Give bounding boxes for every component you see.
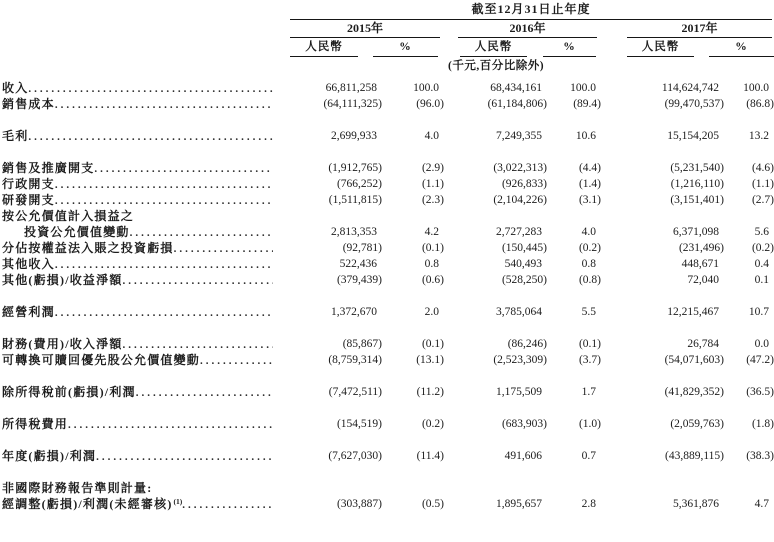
table-header	[0, 2, 774, 74]
value-2015-pct: (2.9)	[421, 162, 444, 174]
row-label: 收入	[2, 81, 29, 95]
value-2017-pct: (2.7)	[751, 194, 774, 206]
value-2017-pct: 5.6	[754, 226, 769, 238]
row-label: 其他收入	[2, 257, 55, 271]
value-2016-pct: (0.2)	[578, 242, 601, 254]
row-label-cell	[0, 496, 290, 512]
table-row	[0, 336, 774, 352]
value-2015-rmb: (8,759,314)	[328, 354, 382, 366]
leader-dots	[130, 225, 273, 240]
value-2015-pct: 0.8	[424, 258, 439, 270]
value-2015-rmb: (379,439)	[336, 274, 382, 286]
value-2015-pct: (0.1)	[421, 338, 444, 350]
value-2016-rmb: (61,184,806)	[487, 98, 547, 110]
row-label: 按公允價值計入損益之	[2, 209, 135, 223]
value-2016-pct: 2.8	[581, 498, 596, 510]
value-2015-rmb: (766,252)	[336, 178, 382, 190]
value-2016-rmb: 540,493	[504, 258, 542, 270]
value-2015-rmb	[290, 480, 382, 496]
value-2016-rmb: (3,022,313)	[493, 162, 547, 174]
currency-header-2015: 人民幣	[290, 41, 358, 57]
value-2016-rmb: 68,434,161	[490, 82, 542, 94]
value-2016-rmb: 7,249,355	[496, 130, 542, 142]
row-label: 分佔按權益法入賬之投資虧損	[2, 241, 174, 255]
value-2015-rmb: (154,519)	[336, 418, 382, 430]
table-row	[0, 208, 774, 224]
value-2017-rmb: 5,361,876	[673, 498, 719, 510]
subcolumn-header-row	[290, 41, 774, 57]
value-2015-pct: (0.2)	[421, 418, 444, 430]
row-label: 非國際財務報告準則計量:	[2, 481, 153, 495]
leader-dots	[96, 449, 273, 464]
value-2016-rmb: 1,175,509	[496, 386, 542, 398]
value-2016-rmb: 2,727,283	[496, 226, 542, 238]
value-2017-rmb: 114,624,742	[661, 82, 719, 94]
leader-dots	[28, 129, 273, 144]
row-label: 年度(虧損)/利潤	[2, 449, 97, 463]
value-2017-rmb: (1,216,110)	[670, 178, 724, 190]
table-row	[0, 128, 774, 144]
period-header: 截至12月31日止年度	[471, 2, 591, 16]
value-2016-pct: (1.0)	[578, 418, 601, 430]
leader-dots	[55, 177, 273, 192]
value-2017-rmb: (99,470,537)	[664, 98, 724, 110]
row-label: 除所得稅前(虧損)/利潤	[2, 385, 136, 399]
percent-header-2015: %	[373, 41, 438, 57]
value-2016-pct: 100.0	[570, 82, 596, 94]
row-label: 銷售及推廣開支	[2, 161, 95, 175]
row-label-cell	[0, 352, 290, 368]
value-2017-pct: (4.6)	[751, 162, 774, 174]
value-2017-pct: (38.3)	[746, 450, 774, 462]
row-label: 銷售成本	[2, 97, 55, 111]
percent-header-2017: %	[709, 41, 774, 57]
value-2016-pct: (4.4)	[578, 162, 601, 174]
value-2017-rmb: (231,496)	[678, 242, 724, 254]
value-2015-rmb: (92,781)	[342, 242, 382, 254]
value-2015-rmb: 66,811,258	[325, 82, 377, 94]
value-2015-pct: (0.1)	[421, 242, 444, 254]
row-label: 財務(費用)/收入淨額	[2, 337, 123, 351]
value-2017-pct	[724, 208, 774, 224]
value-2016-rmb: (150,445)	[501, 242, 547, 254]
row-label-cell	[0, 304, 290, 320]
value-2017-pct: (1.8)	[751, 418, 774, 430]
unit-note-row	[290, 59, 774, 74]
value-2017-rmb: (5,231,540)	[670, 162, 724, 174]
value-2016-rmb: (926,833)	[501, 178, 547, 190]
leader-dots	[94, 161, 273, 176]
table-row	[0, 224, 774, 240]
leader-dots	[174, 241, 273, 256]
table-row	[0, 384, 774, 400]
leader-dots	[55, 97, 273, 112]
value-2015-rmb: 522,436	[339, 258, 377, 270]
value-2015-rmb: (7,627,030)	[328, 450, 382, 462]
value-2015-pct: (0.6)	[421, 274, 444, 286]
value-2015-pct: 2.0	[424, 306, 439, 318]
leader-dots	[55, 257, 273, 272]
year-header-row	[290, 21, 774, 38]
row-label: 研發開支	[2, 193, 55, 207]
table-row	[0, 496, 774, 512]
value-2017-pct: (86.8)	[746, 98, 774, 110]
value-2015-pct: (11.4)	[416, 450, 444, 462]
row-label-cell	[0, 448, 290, 464]
value-2016-rmb	[444, 480, 547, 496]
value-2017-rmb: 12,215,467	[667, 306, 719, 318]
value-2017-rmb: (41,829,352)	[664, 386, 724, 398]
value-2017-rmb: 6,371,098	[673, 226, 719, 238]
value-2017-pct: 0.0	[754, 338, 769, 350]
value-2016-rmb: 3,785,064	[496, 306, 542, 318]
value-2017-rmb: 72,040	[687, 274, 719, 286]
value-2016-pct: 0.7	[581, 450, 596, 462]
row-label-cell	[0, 416, 290, 432]
value-2016-pct: 0.8	[581, 258, 596, 270]
row-label: 經調整(虧損)/利潤(未經審核)	[2, 497, 173, 511]
row-label-cell	[0, 256, 290, 272]
leader-dots	[200, 353, 273, 368]
value-2016-pct: 1.7	[581, 386, 596, 398]
table-row	[0, 256, 774, 272]
row-label-cell	[0, 208, 290, 224]
value-2016-pct: (89.4)	[573, 98, 601, 110]
value-2015-rmb: 2,699,933	[331, 130, 377, 142]
year-column-2017: 2017年	[627, 21, 772, 38]
value-2015-rmb: 1,372,670	[331, 306, 377, 318]
value-2016-pct	[547, 208, 601, 224]
row-label: 可轉換可贖回優先股公允價值變動	[2, 353, 201, 367]
value-2015-rmb: (303,887)	[336, 498, 382, 510]
value-2016-rmb: 491,606	[504, 450, 542, 462]
value-2017-pct: 0.1	[754, 274, 769, 286]
table-row	[0, 96, 774, 112]
value-2017-rmb: 15,154,205	[667, 130, 719, 142]
leader-dots	[136, 385, 273, 400]
value-2017-rmb	[601, 480, 724, 496]
value-2016-pct: (3.1)	[578, 194, 601, 206]
value-2015-rmb: (64,111,325)	[323, 98, 382, 110]
footnote-ref: (1)	[173, 497, 183, 506]
row-label: 毛利	[2, 129, 29, 143]
value-2016-rmb: (2,523,309)	[493, 354, 547, 366]
value-2017-rmb: 448,671	[681, 258, 719, 270]
table-row	[0, 352, 774, 368]
value-2015-rmb	[290, 208, 382, 224]
row-label-cell	[0, 272, 290, 288]
table-row	[0, 192, 774, 208]
table-row	[0, 272, 774, 288]
value-2016-rmb	[444, 208, 547, 224]
value-2017-rmb: (3,151,401)	[670, 194, 724, 206]
row-label-cell	[0, 160, 290, 176]
value-2015-rmb: (1,912,765)	[328, 162, 382, 174]
value-2016-rmb: 1,895,657	[496, 498, 542, 510]
value-2016-pct: (0.8)	[578, 274, 601, 286]
leader-dots	[28, 81, 273, 96]
value-2017-rmb: (43,889,115)	[665, 450, 724, 462]
value-2015-pct	[382, 208, 444, 224]
value-2016-pct: (1.4)	[578, 178, 601, 190]
table-body	[0, 80, 774, 512]
header-rule	[290, 19, 772, 20]
value-2015-pct: (0.5)	[421, 498, 444, 510]
row-label-cell	[0, 176, 290, 192]
value-2015-rmb: (1,511,815)	[328, 194, 382, 206]
value-2015-rmb: (7,472,511)	[328, 386, 382, 398]
table-row	[0, 416, 774, 432]
row-label-cell	[0, 336, 290, 352]
leader-dots	[123, 337, 273, 352]
row-label-cell	[0, 240, 290, 256]
value-2017-rmb: (2,059,763)	[670, 418, 724, 430]
value-2015-pct: (2.3)	[421, 194, 444, 206]
row-label: 經營利潤	[2, 305, 55, 319]
row-label: 所得稅費用	[2, 417, 69, 431]
leader-dots	[68, 417, 273, 432]
value-2017-rmb: (54,071,603)	[664, 354, 724, 366]
value-2017-pct: 4.7	[754, 498, 769, 510]
value-2017-pct: (0.2)	[751, 242, 774, 254]
value-2015-pct: 4.0	[424, 130, 439, 142]
value-2015-pct	[382, 480, 444, 496]
table-row	[0, 160, 774, 176]
row-label: 投資公允價值變動	[24, 225, 130, 239]
value-2017-pct: (36.5)	[746, 386, 774, 398]
table-row	[0, 80, 774, 96]
currency-header-2017: 人民幣	[627, 41, 694, 57]
value-2016-pct: 5.5	[581, 306, 596, 318]
value-2016-rmb: (683,903)	[501, 418, 547, 430]
value-2017-rmb	[601, 208, 724, 224]
value-2017-pct: 13.2	[748, 130, 769, 142]
table-row	[0, 304, 774, 320]
value-2017-pct: 100.0	[743, 82, 769, 94]
leader-dots	[55, 193, 273, 208]
value-2015-rmb: 2,813,353	[331, 226, 377, 238]
row-label-cell	[0, 80, 290, 96]
table-row	[0, 176, 774, 192]
row-label-cell	[0, 480, 290, 496]
currency-header-2016: 人民幣	[460, 41, 527, 57]
value-2015-pct: (96.0)	[416, 98, 444, 110]
value-2015-pct: (11.2)	[416, 386, 444, 398]
percent-header-2016: %	[543, 41, 596, 57]
value-2016-pct: 10.6	[575, 130, 596, 142]
value-2015-pct: (13.1)	[416, 354, 444, 366]
row-label-cell	[0, 192, 290, 208]
row-label: 其他(虧損)/收益淨額	[2, 273, 123, 287]
value-2016-rmb: (86,246)	[507, 338, 547, 350]
table-row	[0, 240, 774, 256]
year-column-2016: 2016年	[458, 21, 597, 38]
row-label-cell	[0, 96, 290, 112]
table-row	[0, 448, 774, 464]
leader-dots	[182, 497, 273, 512]
value-2016-pct: (3.7)	[578, 354, 601, 366]
value-2015-pct: 4.2	[424, 226, 439, 238]
leader-dots	[55, 305, 273, 320]
value-2016-rmb: (528,250)	[501, 274, 547, 286]
value-2017-pct: 10.7	[748, 306, 769, 318]
value-2015-pct: 100.0	[413, 82, 439, 94]
value-2017-pct: 0.4	[754, 258, 769, 270]
value-2016-rmb: (2,104,226)	[493, 194, 547, 206]
row-label-cell	[0, 128, 290, 144]
value-2017-pct	[724, 480, 774, 496]
value-2016-pct: (0.1)	[578, 338, 601, 350]
value-2017-pct: (1.1)	[751, 178, 774, 190]
table-row	[0, 480, 774, 496]
row-label-cell	[0, 384, 290, 400]
year-column-2015: 2015年	[290, 21, 440, 38]
unit-note: (千元,百分比除外)	[448, 60, 545, 72]
value-2017-rmb: 26,784	[687, 338, 719, 350]
row-label-cell	[0, 224, 290, 240]
value-2017-pct: (47.2)	[746, 354, 774, 366]
leader-dots	[123, 273, 273, 288]
value-2016-pct: 4.0	[581, 226, 596, 238]
row-label: 行政開支	[2, 177, 55, 191]
value-2016-pct	[547, 480, 601, 496]
value-2015-rmb: (85,867)	[342, 338, 382, 350]
value-2015-pct: (1.1)	[421, 178, 444, 190]
